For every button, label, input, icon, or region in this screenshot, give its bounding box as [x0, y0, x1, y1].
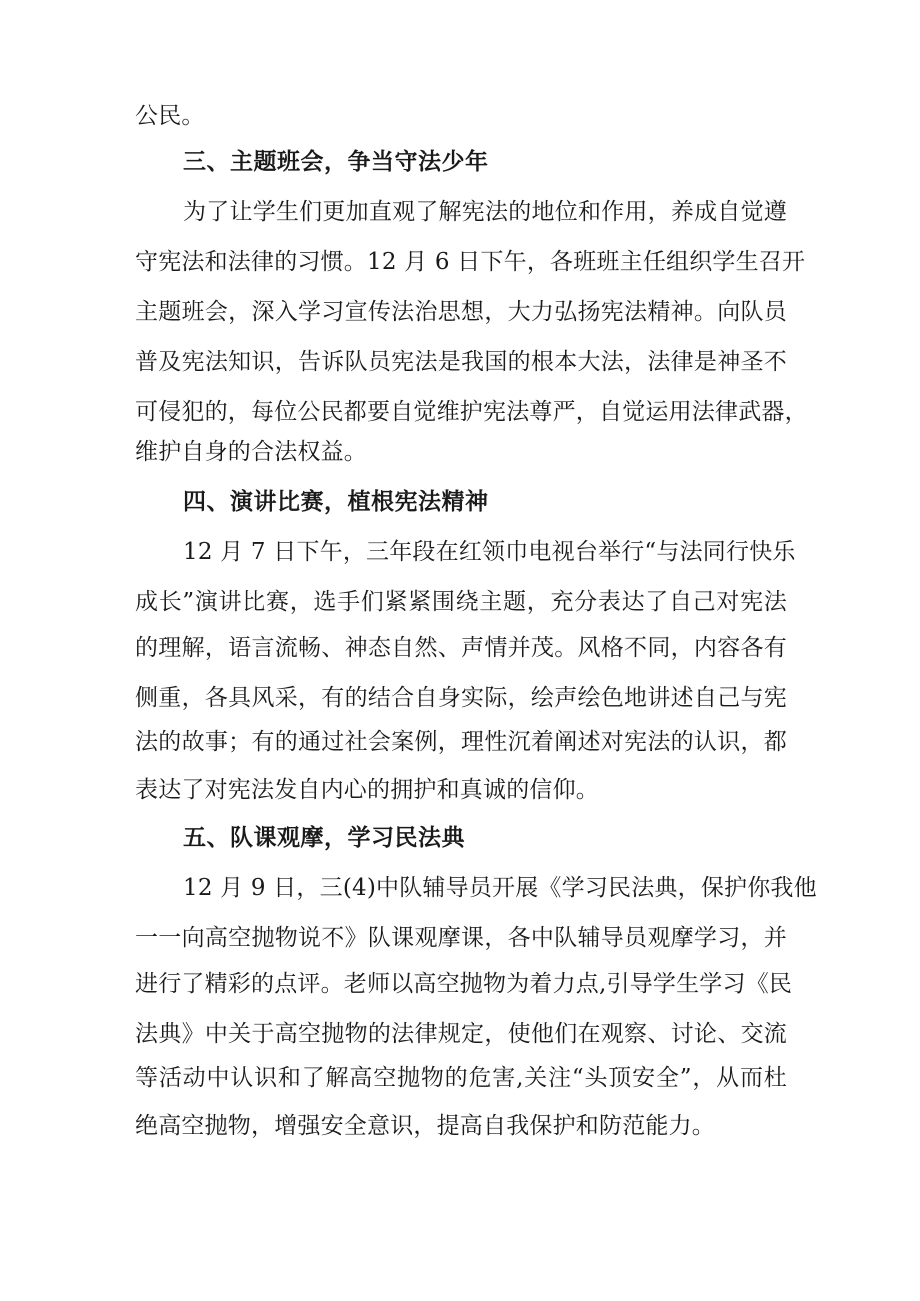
paragraph-line: 守宪法和法律的习惯。12 月 6 日下午，各班班主任组织学生召开: [135, 249, 806, 275]
section-heading-3: 三、主题班会，争当守法少年: [183, 149, 489, 175]
paragraph-line: 的理解，语言流畅、神态自然、声情并茂。风格不同，内容各有: [135, 635, 787, 661]
paragraph-line: 普及宪法知识，告诉队员宪法是我国的根本大法，法律是神圣不: [135, 349, 787, 375]
opening-fragment: 公民。: [135, 103, 205, 129]
paragraph-line: 为了让学生们更加直观了解宪法的地位和作用，养成自觉遵: [183, 199, 787, 225]
paragraph-line: 主题班会，深入学习宣传法治思想，大力弘扬宪法精神。向队员: [135, 299, 787, 325]
section-heading-4: 四、演讲比赛，植根宪法精神: [183, 489, 489, 515]
paragraph-line: 维护自身的合法权益。: [135, 439, 367, 465]
paragraph-line: 等活动中认识和了解高空抛物的危害,关注“头顶安全”，从而杜: [135, 1065, 787, 1091]
paragraph-line: 表达了对宪法发自内心的拥护和真诚的信仰。: [135, 777, 599, 803]
paragraph-line: 法典》中关于高空抛物的法律规定，使他们在观察、讨论、交流: [135, 1021, 787, 1047]
paragraph-line: 法的故事；有的通过社会案例，理性沉着阐述对宪法的认识，都: [135, 729, 787, 755]
paragraph-line: 可侵犯的，每位公民都要自觉维护宪法尊严，自觉运用法律武器，: [135, 399, 808, 425]
paragraph-line: 绝高空抛物，增强安全意识，提高自我保护和防范能力。: [135, 1113, 715, 1139]
section-heading-5: 五、队课观摩，学习民法典: [183, 825, 465, 851]
paragraph-line: 成长”演讲比赛，选手们紧紧围绕主题，充分表达了自己对宪法: [135, 589, 787, 615]
paragraph-line: 侧重，各具风采，有的结合自身实际，绘声绘色地讲述自己与宪: [135, 685, 787, 711]
paragraph-line: 进行了精彩的点评。老师以高空抛物为着力点,引导学生学习《民: [135, 971, 793, 997]
paragraph-line: 12 月 9 日，三(4)中队辅导员开展《学习民法典，保护你我他: [183, 875, 817, 901]
paragraph-line: 12 月 7 日下午，三年段在红领巾电视台举行“与法同行快乐: [183, 539, 796, 565]
paragraph-line: 一一向高空抛物说不》队课观摩课，各中队辅导员观摩学习，并: [135, 925, 787, 951]
